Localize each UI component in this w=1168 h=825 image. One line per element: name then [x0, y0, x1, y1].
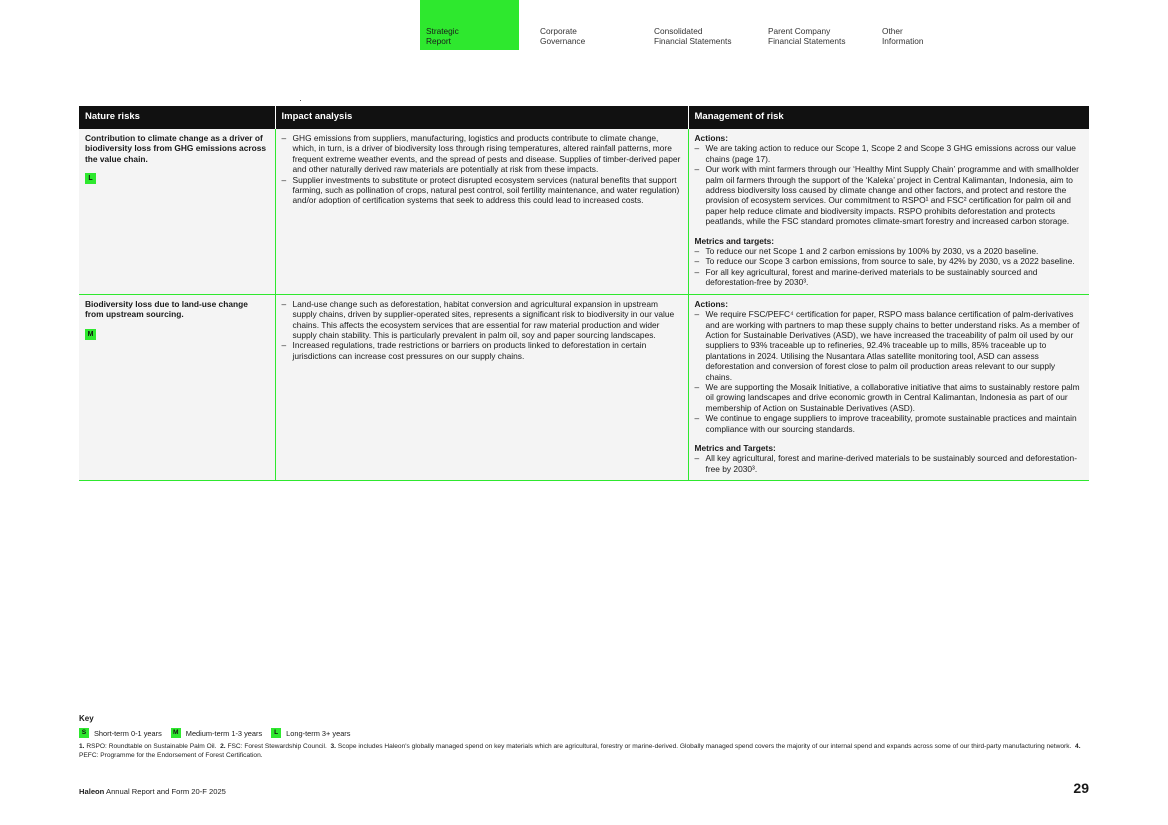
metrics-list: [695, 246, 1084, 288]
key-section: [79, 714, 1089, 760]
key-label: Short-term 0-1 years: [94, 728, 162, 738]
nav-tab-parent-company-financial-statements[interactable]: [762, 0, 876, 50]
term-badge: L: [271, 728, 281, 738]
nature-risks-table: [79, 106, 1089, 481]
impact-cell: [275, 129, 688, 294]
impact-list: [282, 299, 682, 361]
metrics-list: [695, 453, 1084, 474]
term-badge: M: [85, 329, 96, 340]
table-row: [79, 294, 1089, 481]
list-item: – To reduce our Scope 3 carbon emissions, from source to sale, by 42% by 2030, vs a 2022 baseline.: [695, 256, 1084, 266]
footnotes: [79, 743, 1089, 760]
risk-cell: [79, 294, 275, 481]
list-item: – Land-use change such as deforestation, habitat conversion and agricultural expansion in upstream supply chains, driven by supplier-operated sites, represents a significant risk to biodiversity in our value chains. This affects the ecosystem services that are essential for raw material production and wider supply chain stability. This is particularly prevalent in palm oil, soy and paper sourcing landscapes.: [282, 299, 682, 341]
footnote: [79, 743, 216, 750]
key-label: Long-term 3+ years: [286, 728, 351, 738]
footnote-text: PEFC: Programme for the Endorsement of Forest Certification.: [79, 751, 263, 759]
footnote-number: 4.: [1075, 743, 1081, 750]
nav-tab-label: Consolidated: [654, 26, 703, 36]
term-badge: M: [171, 728, 181, 738]
actions-heading: Actions:: [694, 133, 728, 143]
metrics-heading: Metrics and targets:: [694, 235, 775, 246]
list-item: – For all key agricultural, forest and marine-derived materials to be sustainably sourced and deforestation-free by 2030³.: [695, 267, 1084, 288]
page-footer: [79, 787, 226, 796]
actions-list: [695, 143, 1084, 226]
table-row: [79, 129, 1089, 294]
list-item: – Our work with mint farmers through our ‘Healthy Mint Supply Chain’ programme and with smallholder palm oil farmers through the support of the ‘Kaleka’ project in Central Kalimantan, Indonesia, aim to address biodiversity loss caused by climate change and other factors, and protect and restore the provision of ecosystem services. Our commitment to RSPO¹ and FSC² certification for palm oil and paper help reduce climate and biodiversity impacts. RSPO prohibits deforestation and protects peatlands, while the FSC standard promotes climate-smart forestry and increased carbon storage.: [695, 164, 1084, 226]
nav-tab-label: Information: [882, 36, 924, 46]
footer-text: Annual Report and Form 20-F 2025: [104, 787, 226, 796]
risk-title: Biodiversity loss due to land-use change from upstream sourcing.: [85, 298, 248, 320]
key-label: Medium-term 1-3 years: [185, 728, 263, 738]
footnote: [330, 743, 1071, 750]
term-badge: S: [79, 728, 89, 738]
list-item: – Supplier investments to substitute or protect disrupted ecosystem services (natural benefits that support farming, such as pollination of crops, natural pest control, soil fertility maintenance, and water regulation) and/or adoption of certification systems that seek to address this could lead to increased costs.: [282, 175, 682, 206]
column-header-nature-risks: Nature risks: [79, 106, 275, 129]
nav-tab-label: Governance: [540, 36, 586, 46]
section-nav: [420, 0, 990, 50]
nav-tab-label: Financial Statements: [768, 36, 846, 46]
key-item-medium-term: [171, 728, 262, 738]
management-cell: [688, 129, 1089, 294]
nav-tab-label: Corporate: [540, 26, 577, 36]
nav-tab-label: Other: [882, 26, 903, 36]
footnote-text: Scope includes Haleon's globally managed spend on key materials which are agricultural, forestry or marine-derived. Globally managed spend covers the majority of our internal spend and expands across some of our third-party manufacturing network.: [337, 743, 1072, 750]
footnote-text: FSC: Forest Stewardship Council.: [227, 743, 327, 750]
stray-dot: [300, 100, 301, 101]
actions-list: [695, 309, 1084, 434]
list-item: – We are taking action to reduce our Scope 1, Scope 2 and Scope 3 GHG emissions across our value chains (page 17).: [695, 143, 1084, 164]
list-item: – We continue to engage suppliers to improve traceability, promote sustainable practices and maintain compliance with our sourcing standards.: [695, 413, 1084, 434]
impact-list: [282, 133, 682, 206]
list-item: – Increased regulations, trade restrictions or barriers on products linked to deforestation in certain jurisdictions can increase cost pressures on our supply chains.: [282, 340, 682, 361]
nav-tab-consolidated-financial-statements[interactable]: [648, 0, 762, 50]
management-cell: [688, 294, 1089, 481]
column-header-management-of-risk: Management of risk: [688, 106, 1089, 129]
column-header-impact-analysis: Impact analysis: [275, 106, 688, 129]
impact-cell: [275, 294, 688, 481]
table-header-row: [79, 106, 1089, 129]
term-badge: L: [85, 173, 96, 184]
key-item-long-term: [271, 728, 350, 738]
list-item: – GHG emissions from suppliers, manufacturing, logistics and products contribute to climate change, which, in turn, is a driver of biodiversity loss through rising temperatures, altered rainfall patterns, more frequent extreme weather events, and the spread of pests and disease. Supplies of timber-derived paper and other naturally derived raw materials are potentially at risk from these impacts.: [282, 133, 682, 175]
footnote: [220, 743, 327, 750]
footnote-text: RSPO: Roundtable on Sustainable Palm Oil.: [86, 743, 217, 750]
nav-tab-strategic-report[interactable]: [420, 0, 519, 50]
actions-heading: Actions:: [694, 298, 728, 309]
metrics-heading: Metrics and Targets:: [694, 442, 776, 453]
page-number: 29: [1073, 780, 1089, 796]
nav-tab-label: Strategic: [426, 26, 459, 36]
list-item: – All key agricultural, forest and marine-derived materials to be sustainably sourced and deforestation-free by 2030³.: [695, 453, 1084, 474]
footnote-number: 1.: [79, 743, 85, 750]
nav-tab-label: Parent Company: [768, 26, 831, 36]
key-title: Key: [79, 714, 94, 723]
nav-tab-label: Financial Statements: [654, 36, 732, 46]
key-legend: [79, 728, 1089, 738]
key-item-short-term: [79, 728, 162, 738]
nav-tab-other-information[interactable]: [876, 0, 990, 50]
footnote-number: 2.: [220, 743, 226, 750]
footnote-number: 3.: [330, 743, 336, 750]
risk-title: Contribution to climate change as a driver of biodiversity loss from GHG emissions across the value chain.: [85, 133, 267, 164]
nav-tab-label: Report: [426, 36, 451, 46]
list-item: – We are supporting the Mosaik Initiative, a collaborative initiative that aims to sustainably restore palm oil growing landscapes and drive economic growth in Central Kalimantan, Indonesia as part of our membership of Action on Sustainable Derivatives (ASD).: [695, 382, 1084, 413]
nav-tab-corporate-governance[interactable]: [534, 0, 648, 50]
list-item: – We require FSC/PEFC⁴ certification for paper, RSPO mass balance certification of palm-derivatives and are working with partners to map these supply chains to better understand risks. As a member of Action for Sustainable Derivatives (ASD), we have increased the traceability of palm oil used by our suppliers to 93% traceable up to refineries, 92.4% traceable up to mills, 85% traceable up to plantations in 2024. Utilising the Nusantara Atlas satellite monitoring tool, ASD can assess deforestation and conversion of forest close to palm oil production areas relevant to our supply chains.: [695, 309, 1084, 382]
footer-brand: Haleon: [79, 787, 105, 796]
risk-cell: [79, 129, 275, 294]
list-item: – To reduce our net Scope 1 and 2 carbon emissions by 100% by 2030, vs a 2020 baseline.: [695, 246, 1084, 256]
